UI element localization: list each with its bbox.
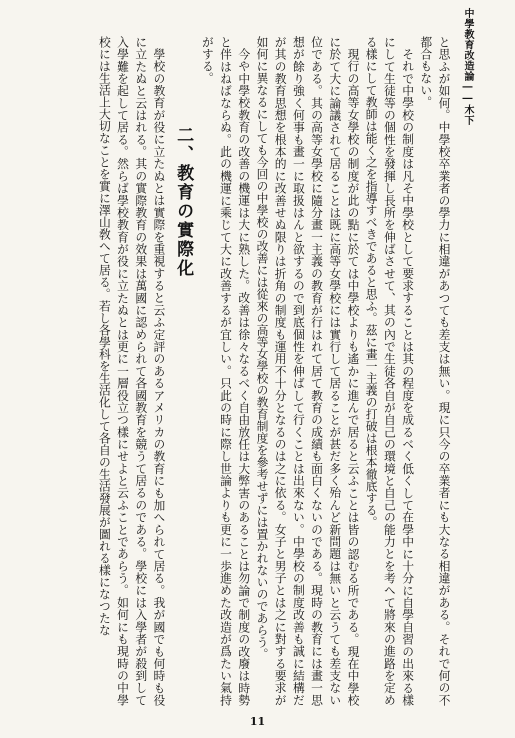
body-text (27, 36, 453, 706)
paragraph: 現行の高等女學校の制度が此の點に於ては中學校よりも遙かに進んで居ると云ふことは皆の認むる所である。現在中學校に於て大に論議されて居ることは既に高等女學校には實行して居ることが甚だ多く殆んど新問題は無いと云うても差支ない位である。其の高等女學校に隨分畫一主義の教育が行はれて居て教育の成績も面白くないのである。現時の教育には畫一思想が餘り強く何事も畫一に取扱はんと欲するので到底個性を伸ばして行くことは出來ない。中學校の制度改善も誠に結構だが其の教育思想を根本的に改善せぬ限りは折角の制度も運用不十分となるのは之に依る。女子と男子とは之に對する要求が如何に異なるにしても今回の中學校の改善には從來の高等女學校の教育制度を參考せずには置かれないのであらう。 (254, 36, 360, 706)
section-heading: 二、教育の實際化 (173, 126, 194, 278)
paragraph: それで中學校の制度は凡そ中學校として要求することは其の程度を成るべく低くして在學中に十分に自學自習の出來る樣にして生徒等の個性を發揮し長所を伸ばさせて、其の內で生徒各自が自己の環境と自己の能力とを考へて將來の進路を定める樣にして教師は能く之を指導すべきであると思ふ。茲に畫一主義の打破は根本徹底する。 (364, 36, 415, 706)
paragraph: 學校の教育が役に立たぬとは實際を重視すると云ふ定評のあるアメリカの教育にも加へられて居る。我が國でも何時も役に立たぬと云はれる。其の實際教育の效果は萬國に認められて各國教育を競うて居るのである。學校には入學者が殺到して入學難を起して居る。然らば學校教育が役に立たぬとは更に一層役立つ樣にせよと云ふことであらう。如何にも現時の中學校には生活上大切なことを實に澤山敎へて居る。若し各學科を生活化して各自の生活發展が圖れる樣になつたな (97, 36, 166, 706)
paragraph: と思ふが如何。中學校卒業者の學力に相違があつても差支は無い。現に只今の卒業者にも大なる相違がある。それで何の不都合もない。 (418, 36, 451, 706)
paragraph: 今や中學校教育の改善の機運は大に熟した。改善は徐々なるべく自由放任は大弊害のあることは勿論で制度の改廢は時勢と伴はねばならぬ。此の機運に乘じて大に改善するが宜しい。只此の時に際し世論よりも更に一歩進めた改造が爲たい氣持がする。 (200, 36, 251, 706)
page-number: 11 (249, 715, 266, 728)
running-header: 中學教育改造論――木下 (462, 8, 473, 126)
